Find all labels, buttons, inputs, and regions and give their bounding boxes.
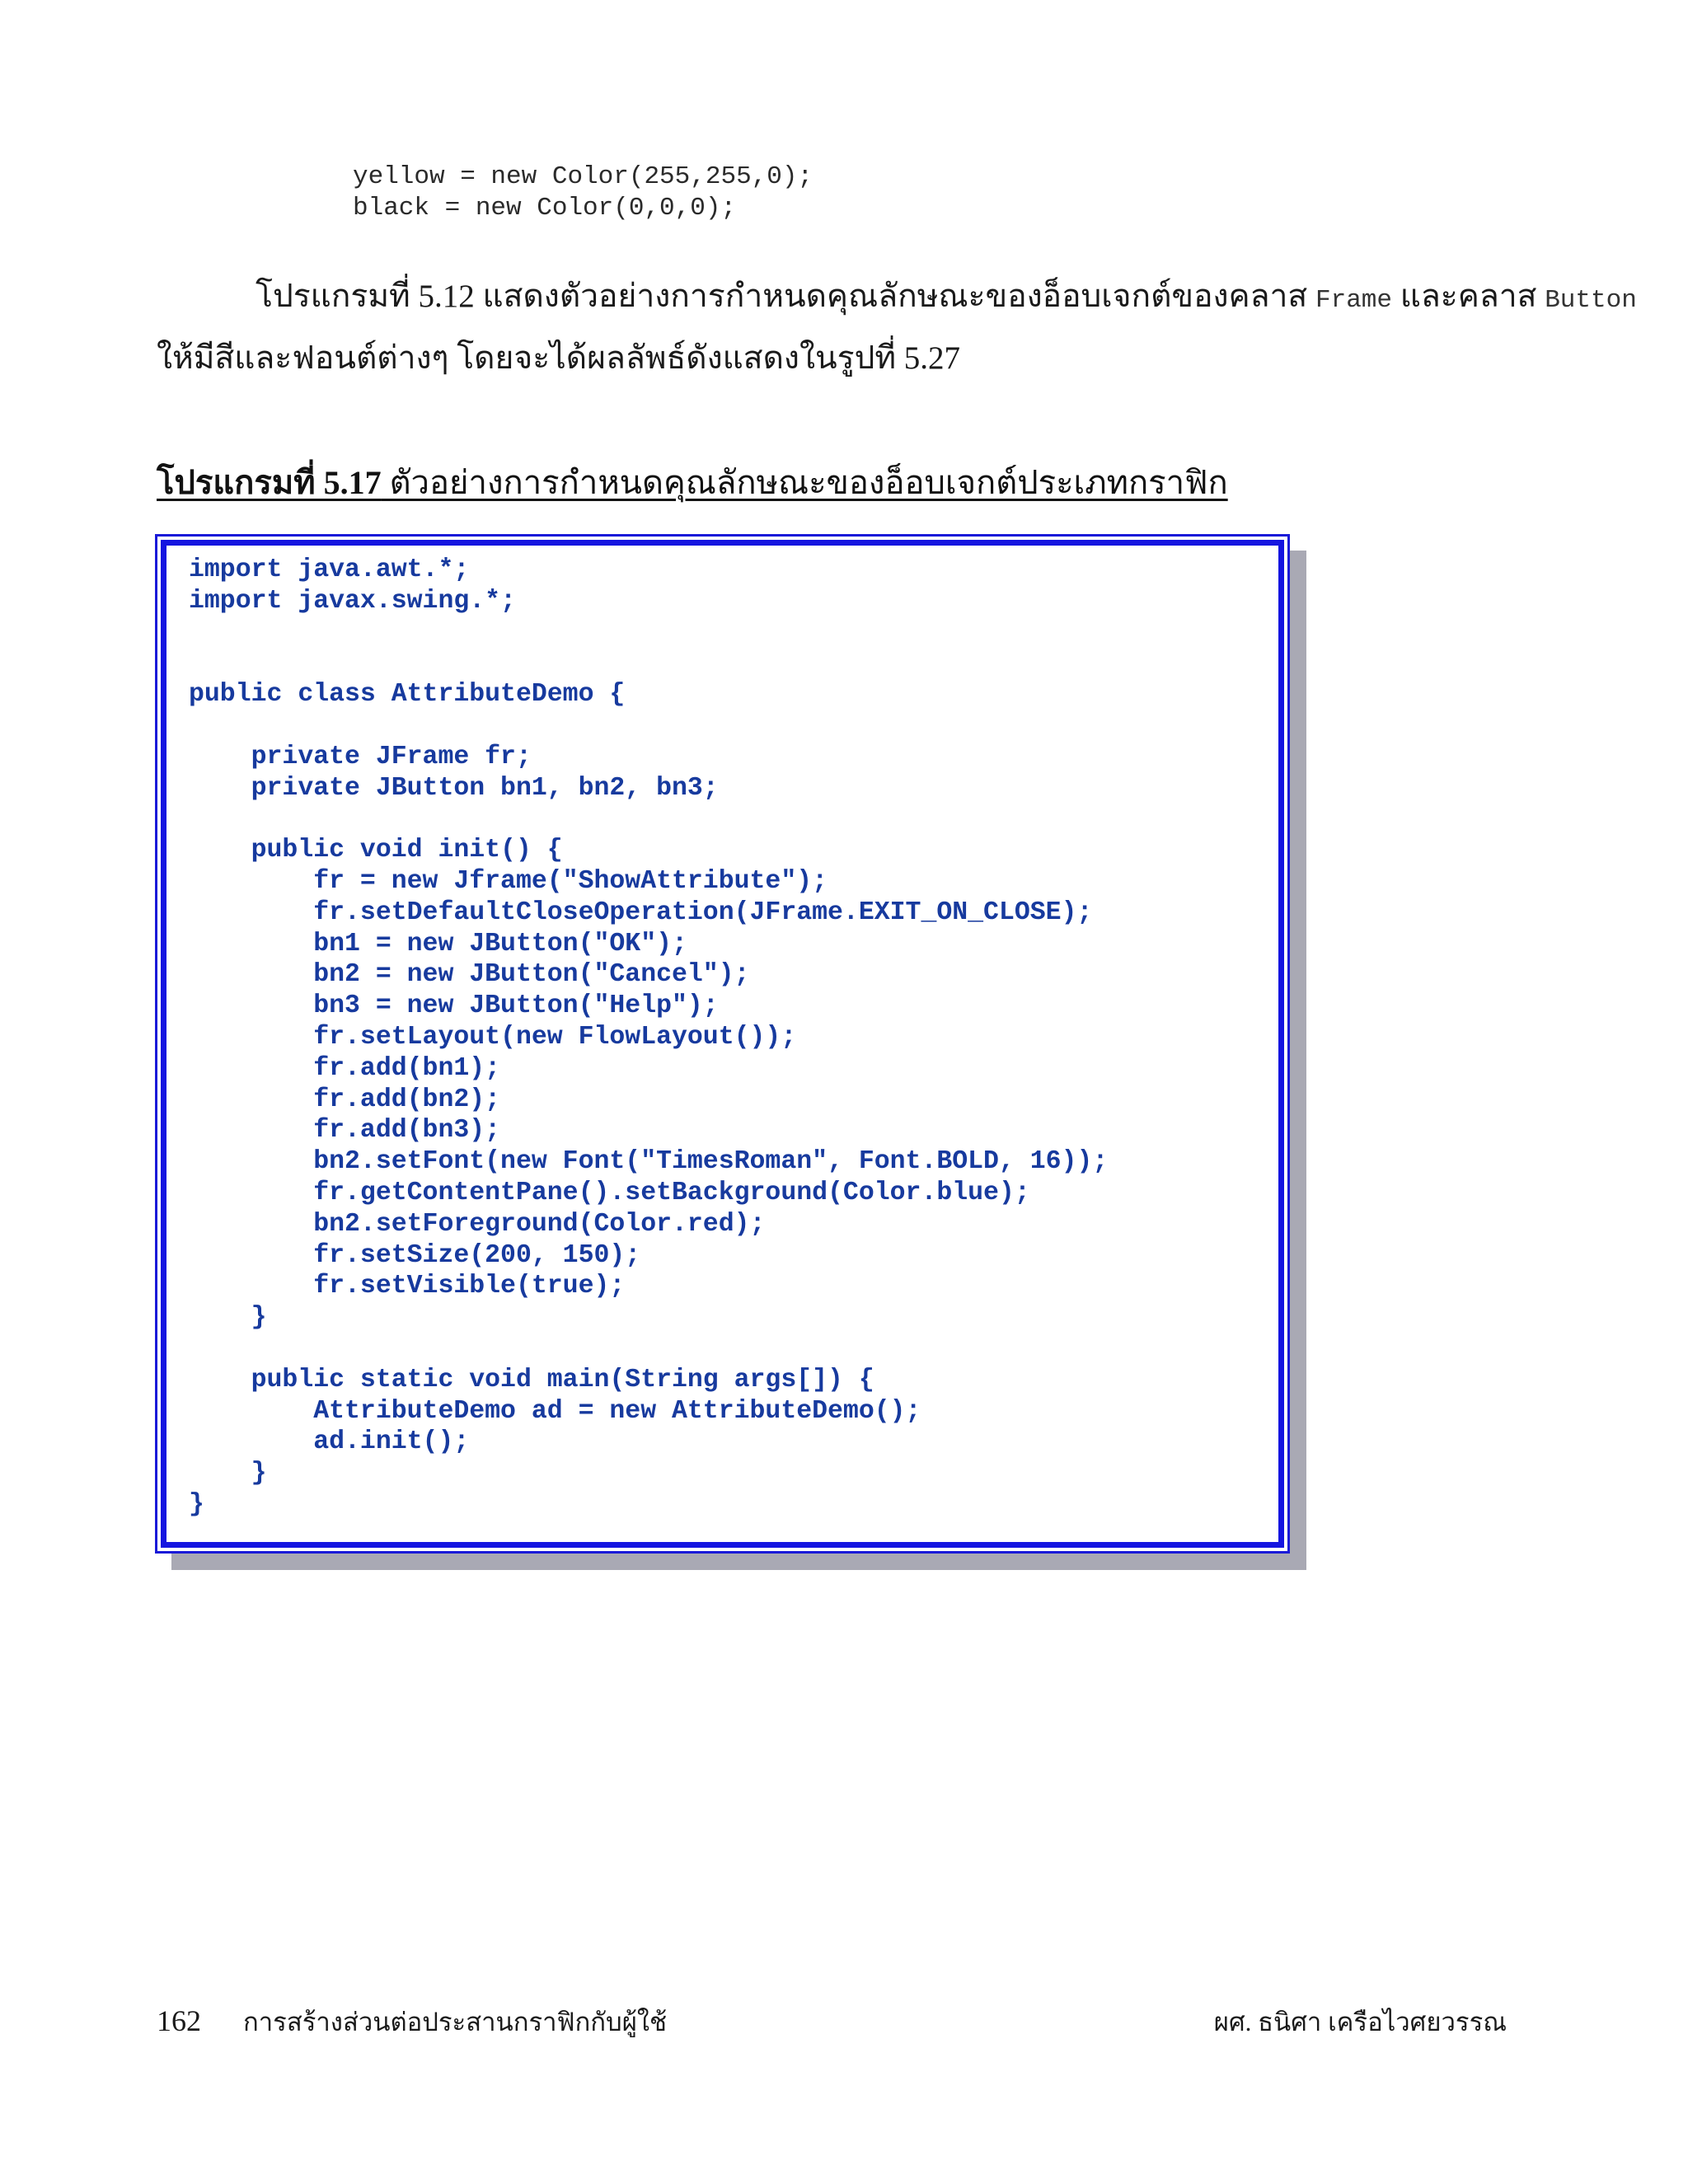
paragraph-text: โปรแกรมที่ 5.12 แสดงตัวอย่างการกำหนดคุณลักษณะของอ็อบเจกต์ของคลาส	[256, 279, 1315, 314]
code-line-black: black = new Color(0,0,0);	[353, 194, 737, 223]
program-heading	[157, 460, 1228, 506]
paragraph-line-2: ให้มีสีและฟอนต์ต่างๆ โดยจะได้ผลลัพธ์ดังแสดงในรูปที่ 5.27	[157, 340, 961, 376]
inline-code-frame: Frame	[1315, 286, 1392, 315]
code-listing: import java.awt.*; import javax.swing.*; public class AttributeDemo { private JFrame fr; private JButton bn1, bn2, bn3; public void init() { fr = new Jframe("ShowAttribute"); fr.setDefaultCloseOperation(JFrame.EXIT_ON_CLOSE); bn1 = new JButton("OK"); bn2 = new JButton("Cancel"); bn3 = new JButton("Help"); fr.setLayout(new FlowLayout()); fr.add(bn1); fr.add(bn2); fr.add(bn3); bn2.setFont(new Font("TimesRoman", Font.BOLD, 16)); fr.getContentPane().setBackground(Color.blue); bn2.setForeground(Color.red); fr.setSize(200, 150); fr.setVisible(true); } public static void main(String args[]) { AttributeDemo ad = new AttributeDemo(); ad.init(); } }	[189, 555, 1109, 1519]
previous-code-snippet	[353, 162, 813, 224]
footer-book-title: การสร้างส่วนต่อประสานกราฟิกกับผู้ใช้	[243, 2008, 668, 2036]
body-paragraph	[157, 268, 1637, 387]
footer-author: ผศ. ธนิศา เครือไวศยวรรณ	[1213, 2008, 1507, 2036]
code-line-yellow: yellow = new Color(255,255,0);	[353, 162, 814, 191]
paragraph-text-mid: และคลาส	[1392, 279, 1545, 314]
page-number: 162	[157, 2004, 201, 2037]
program-number: โปรแกรมที่ 5.17	[157, 464, 382, 501]
paragraph-line-1	[157, 268, 1637, 330]
inline-code-button: Button	[1545, 286, 1637, 315]
program-caption: ตัวอย่างการกำหนดคุณลักษณะของอ็อบเจกต์ประเภทกราฟิก	[381, 464, 1228, 501]
code-listing-box	[155, 534, 1290, 1554]
